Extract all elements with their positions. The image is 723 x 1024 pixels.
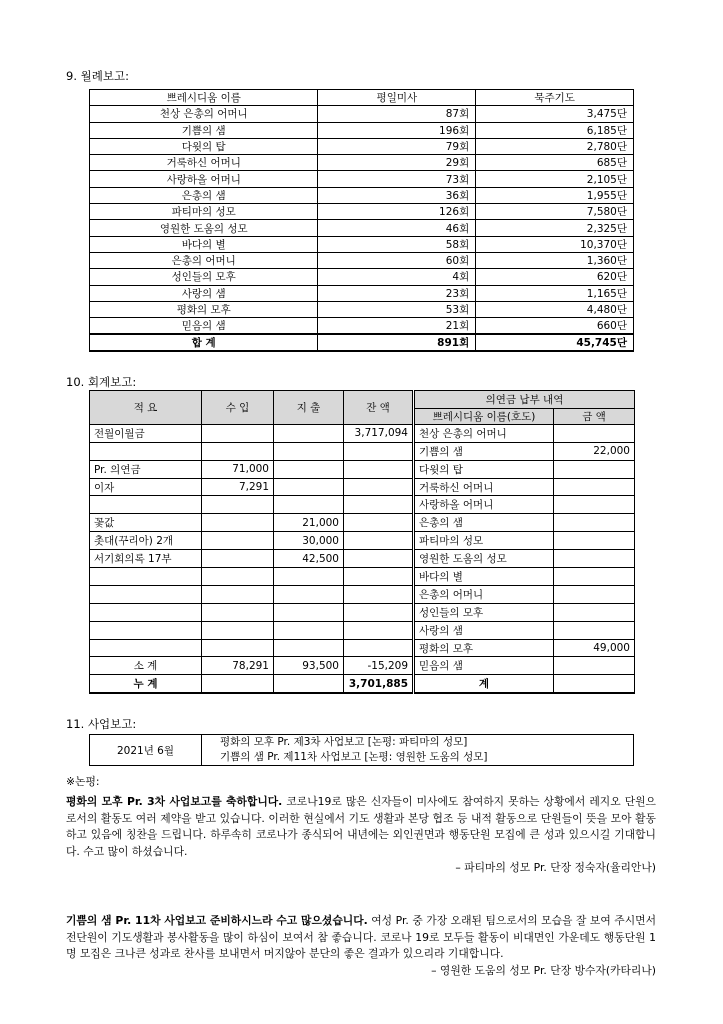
income: [202, 550, 274, 568]
table-row: [90, 514, 635, 532]
table-row: [90, 204, 634, 220]
balance: [344, 621, 414, 639]
header-balance: 잔 액: [344, 391, 414, 425]
donation-name: 파티마의 성모: [414, 532, 554, 550]
table-row: [90, 252, 634, 268]
balance: [344, 442, 414, 460]
activity-date: 2021년 6월: [90, 735, 202, 766]
donation-name: 믿음의 샘: [414, 657, 554, 675]
item: 소 계: [90, 657, 202, 675]
donation-amount: [554, 568, 635, 586]
donation-amount: [554, 424, 635, 442]
income: [202, 639, 274, 657]
review-1-body: 코로나19로 많은 신자들이 미사에도 참여하지 못하는 상황에서 레지오 단원으로서의 활동도 여러 제약을 받고 있습니다. 이러한 현실에서 기도 생활과 본당 협조 등 내적 활동으로 단원들이 뜻을 모아 활동하고 있음에 칭찬을 드립니다. 하루속히 코로나가 종식되어 내년에는 외인권면과 행동단원 모집에 큰 성과 있으시길 기대합니다. 수고 많이 하셨습니다.: [66, 795, 656, 858]
donation-name: 사랑하올 어머니: [414, 496, 554, 514]
table-row: [90, 478, 635, 496]
expense: [274, 442, 344, 460]
review-1-signature: – 파티마의 성모 Pr. 단장 정숙자(율리안나): [455, 861, 656, 875]
table-row: [90, 155, 634, 171]
income: [202, 496, 274, 514]
rosary-count: 685단: [476, 155, 634, 171]
item: 이자: [90, 478, 202, 496]
donation-amount: [554, 514, 635, 532]
donation-name: 계: [414, 675, 554, 693]
review-2-heading: 기쁨의 샘 Pr. 11차 사업보고 준비하시느라 수고 많으셨습니다.: [66, 914, 368, 927]
mass-count: 73회: [318, 171, 476, 187]
donation-name: 기쁨의 샘: [414, 442, 554, 460]
donation-name: 은총의 샘: [414, 514, 554, 532]
donation-amount: 49,000: [554, 639, 635, 657]
balance: [344, 478, 414, 496]
expense: [274, 621, 344, 639]
donation-amount: [554, 603, 635, 621]
income: [202, 514, 274, 532]
presidium-name: 평화의 모후: [90, 301, 318, 317]
donation-name: 거룩하신 어머니: [414, 478, 554, 496]
rosary-count: 3,475단: [476, 106, 634, 122]
income: 71,000: [202, 460, 274, 478]
donation-name: 천상 은총의 어머니: [414, 424, 554, 442]
donation-amount: [554, 621, 635, 639]
item: [90, 585, 202, 603]
item: [90, 496, 202, 514]
mass-count: 29회: [318, 155, 476, 171]
item: [90, 442, 202, 460]
activity-lines: [202, 735, 634, 766]
total-mass: 891회: [318, 334, 476, 351]
table-row: [90, 301, 634, 317]
income: 7,291: [202, 478, 274, 496]
item: 꽃값: [90, 514, 202, 532]
rosary-count: 660단: [476, 318, 634, 335]
income: [202, 568, 274, 586]
income: [202, 424, 274, 442]
balance: [344, 603, 414, 621]
review-1-heading: 평화의 모후 Pr. 3차 사업보고를 축하합니다.: [66, 795, 283, 808]
balance: [344, 585, 414, 603]
balance: 3,701,885: [344, 675, 414, 693]
income: [202, 603, 274, 621]
balance: [344, 460, 414, 478]
expense: [274, 478, 344, 496]
balance: [344, 550, 414, 568]
donation-name: 영원한 도움의 성모: [414, 550, 554, 568]
table-row: [90, 187, 634, 203]
item: 누 계: [90, 675, 202, 693]
table-row: [90, 532, 635, 550]
balance: 3,717,094: [344, 424, 414, 442]
table-row: [90, 621, 635, 639]
activity-line: 평화의 모후 Pr. 제3차 사업보고 [논평: 파티마의 성모]: [220, 736, 468, 748]
rosary-count: 2,780단: [476, 138, 634, 154]
mass-count: 58회: [318, 236, 476, 252]
header-item: 적 요: [90, 391, 202, 425]
donation-name: 바다의 별: [414, 568, 554, 586]
presidium-name: 사랑의 샘: [90, 285, 318, 301]
rosary-count: 2,105단: [476, 171, 634, 187]
header-donation-name: 쁘레시디움 이름(호도): [414, 408, 554, 424]
rosary-count: 2,325단: [476, 220, 634, 236]
presidium-name: 거룩하신 어머니: [90, 155, 318, 171]
income: [202, 585, 274, 603]
expense: [274, 585, 344, 603]
table-row: [90, 639, 635, 657]
mass-count: 46회: [318, 220, 476, 236]
table-row: [90, 568, 635, 586]
balance: [344, 532, 414, 550]
item: [90, 639, 202, 657]
mass-count: 60회: [318, 252, 476, 268]
presidium-name: 영원한 도움의 성모: [90, 220, 318, 236]
rosary-count: 1,360단: [476, 252, 634, 268]
rosary-count: 6,185단: [476, 122, 634, 138]
presidium-name: 성인들의 모후: [90, 269, 318, 285]
expense: [274, 603, 344, 621]
donation-amount: [554, 585, 635, 603]
table-row: [90, 424, 635, 442]
mass-count: 126회: [318, 204, 476, 220]
item: 전월이월금: [90, 424, 202, 442]
balance: [344, 639, 414, 657]
mass-count: 87회: [318, 106, 476, 122]
table-row: [90, 220, 634, 236]
presidium-name: 다윗의 탑: [90, 138, 318, 154]
section-10-title: 10. 회계보고:: [66, 375, 137, 389]
rosary-count: 4,480단: [476, 301, 634, 317]
expense: [274, 675, 344, 693]
presidium-name: 파티마의 성모: [90, 204, 318, 220]
expense: [274, 568, 344, 586]
subtotal-row: [90, 657, 635, 675]
item: 서기회의록 17부: [90, 550, 202, 568]
donation-name: 다윗의 탑: [414, 460, 554, 478]
donation-amount: [554, 675, 635, 693]
table-row: [90, 269, 634, 285]
total-row: [90, 334, 634, 351]
header-donation-amount: 금 액: [554, 408, 635, 424]
donation-amount: [554, 657, 635, 675]
section-9-title: 9. 월례보고:: [66, 69, 129, 83]
donation-amount: [554, 460, 635, 478]
mass-count: 53회: [318, 301, 476, 317]
balance: -15,209: [344, 657, 414, 675]
presidium-name: 천상 은총의 어머니: [90, 106, 318, 122]
accounting-table: [89, 390, 635, 694]
expense: [274, 639, 344, 657]
presidium-name: 믿음의 샘: [90, 318, 318, 335]
expense: [274, 460, 344, 478]
review-paragraph-1: [66, 794, 656, 877]
item: [90, 603, 202, 621]
item: 촛대(꾸리아) 2개: [90, 532, 202, 550]
table-row: [90, 460, 635, 478]
activity-line: 기쁨의 샘 Pr. 제11차 사업보고 [논평: 영원한 도움의 성모]: [220, 751, 488, 763]
mass-count: 23회: [318, 285, 476, 301]
mass-count: 196회: [318, 122, 476, 138]
income: [202, 532, 274, 550]
rosary-count: 1,955단: [476, 187, 634, 203]
table-row: [90, 236, 634, 252]
balance: [344, 496, 414, 514]
table-row: [90, 285, 634, 301]
expense: [274, 424, 344, 442]
rosary-count: 620단: [476, 269, 634, 285]
table-row: [90, 550, 635, 568]
donation-name: 은총의 어머니: [414, 585, 554, 603]
mass-count: 21회: [318, 318, 476, 335]
table-row: [90, 442, 635, 460]
monthly-report-table: [89, 89, 634, 352]
header-income: 수 입: [202, 391, 274, 425]
rosary-count: 7,580단: [476, 204, 634, 220]
table-row: [90, 122, 634, 138]
donation-amount: [554, 496, 635, 514]
income: [202, 442, 274, 460]
presidium-name: 바다의 별: [90, 236, 318, 252]
review-2-signature: – 영원한 도움의 성모 Pr. 단장 방수자(카타리나): [431, 963, 656, 977]
donation-amount: [554, 478, 635, 496]
header-expense: 지 출: [274, 391, 344, 425]
table-row: [90, 106, 634, 122]
header-donations: 의연금 납부 내역: [414, 391, 635, 409]
review-label: ※논평:: [66, 775, 100, 788]
income: [202, 675, 274, 693]
presidium-name: 기쁨의 샘: [90, 122, 318, 138]
donation-name: 사랑의 샘: [414, 621, 554, 639]
item: [90, 568, 202, 586]
header-mass: 평일미사: [318, 90, 476, 106]
income: [202, 621, 274, 639]
review-2-body: 여성 Pr. 중 가장 오래된 팀으로서의 모습을 잘 보여 주시면서 전단원이 기도생활과 봉사활동을 많이 하심이 보여서 참 좋습니다. 코로나 19로 모두들 활동이 비대면인 가운데도 행동단원 1명 모집은 크나큰 성과로 찬사를 보내면서 머지않아 분단의 좋은 결과가 있으리라 기대합니다.: [66, 914, 657, 961]
table-row: [90, 138, 634, 154]
table-row: [90, 496, 635, 514]
donation-amount: 22,000: [554, 442, 635, 460]
balance: [344, 568, 414, 586]
expense: 93,500: [274, 657, 344, 675]
table-row: [90, 585, 635, 603]
review-paragraph-2: [66, 913, 656, 979]
item: [90, 621, 202, 639]
donation-amount: [554, 532, 635, 550]
table-row: [90, 318, 634, 335]
total-rosary: 45,745단: [476, 334, 634, 351]
donation-name: 평화의 모후: [414, 639, 554, 657]
item: Pr. 의연금: [90, 460, 202, 478]
mass-count: 79회: [318, 138, 476, 154]
balance: [344, 514, 414, 532]
section-11-title: 11. 사업보고:: [66, 717, 137, 731]
expense: [274, 496, 344, 514]
donation-amount: [554, 550, 635, 568]
table-row: [90, 603, 635, 621]
total-row: [90, 675, 635, 693]
presidium-name: 사랑하올 어머니: [90, 171, 318, 187]
expense: 42,500: [274, 550, 344, 568]
mass-count: 4회: [318, 269, 476, 285]
rosary-count: 10,370단: [476, 236, 634, 252]
presidium-name: 은총의 샘: [90, 187, 318, 203]
activity-report-table: [89, 734, 634, 766]
rosary-count: 1,165단: [476, 285, 634, 301]
presidium-name: 은총의 어머니: [90, 252, 318, 268]
expense: 21,000: [274, 514, 344, 532]
header-rosary: 묵주기도: [476, 90, 634, 106]
income: 78,291: [202, 657, 274, 675]
mass-count: 36회: [318, 187, 476, 203]
expense: 30,000: [274, 532, 344, 550]
total-label: 합 계: [90, 334, 318, 351]
donation-name: 성인들의 모후: [414, 603, 554, 621]
header-presidium: 쁘레시디움 이름: [90, 90, 318, 106]
table-row: [90, 171, 634, 187]
